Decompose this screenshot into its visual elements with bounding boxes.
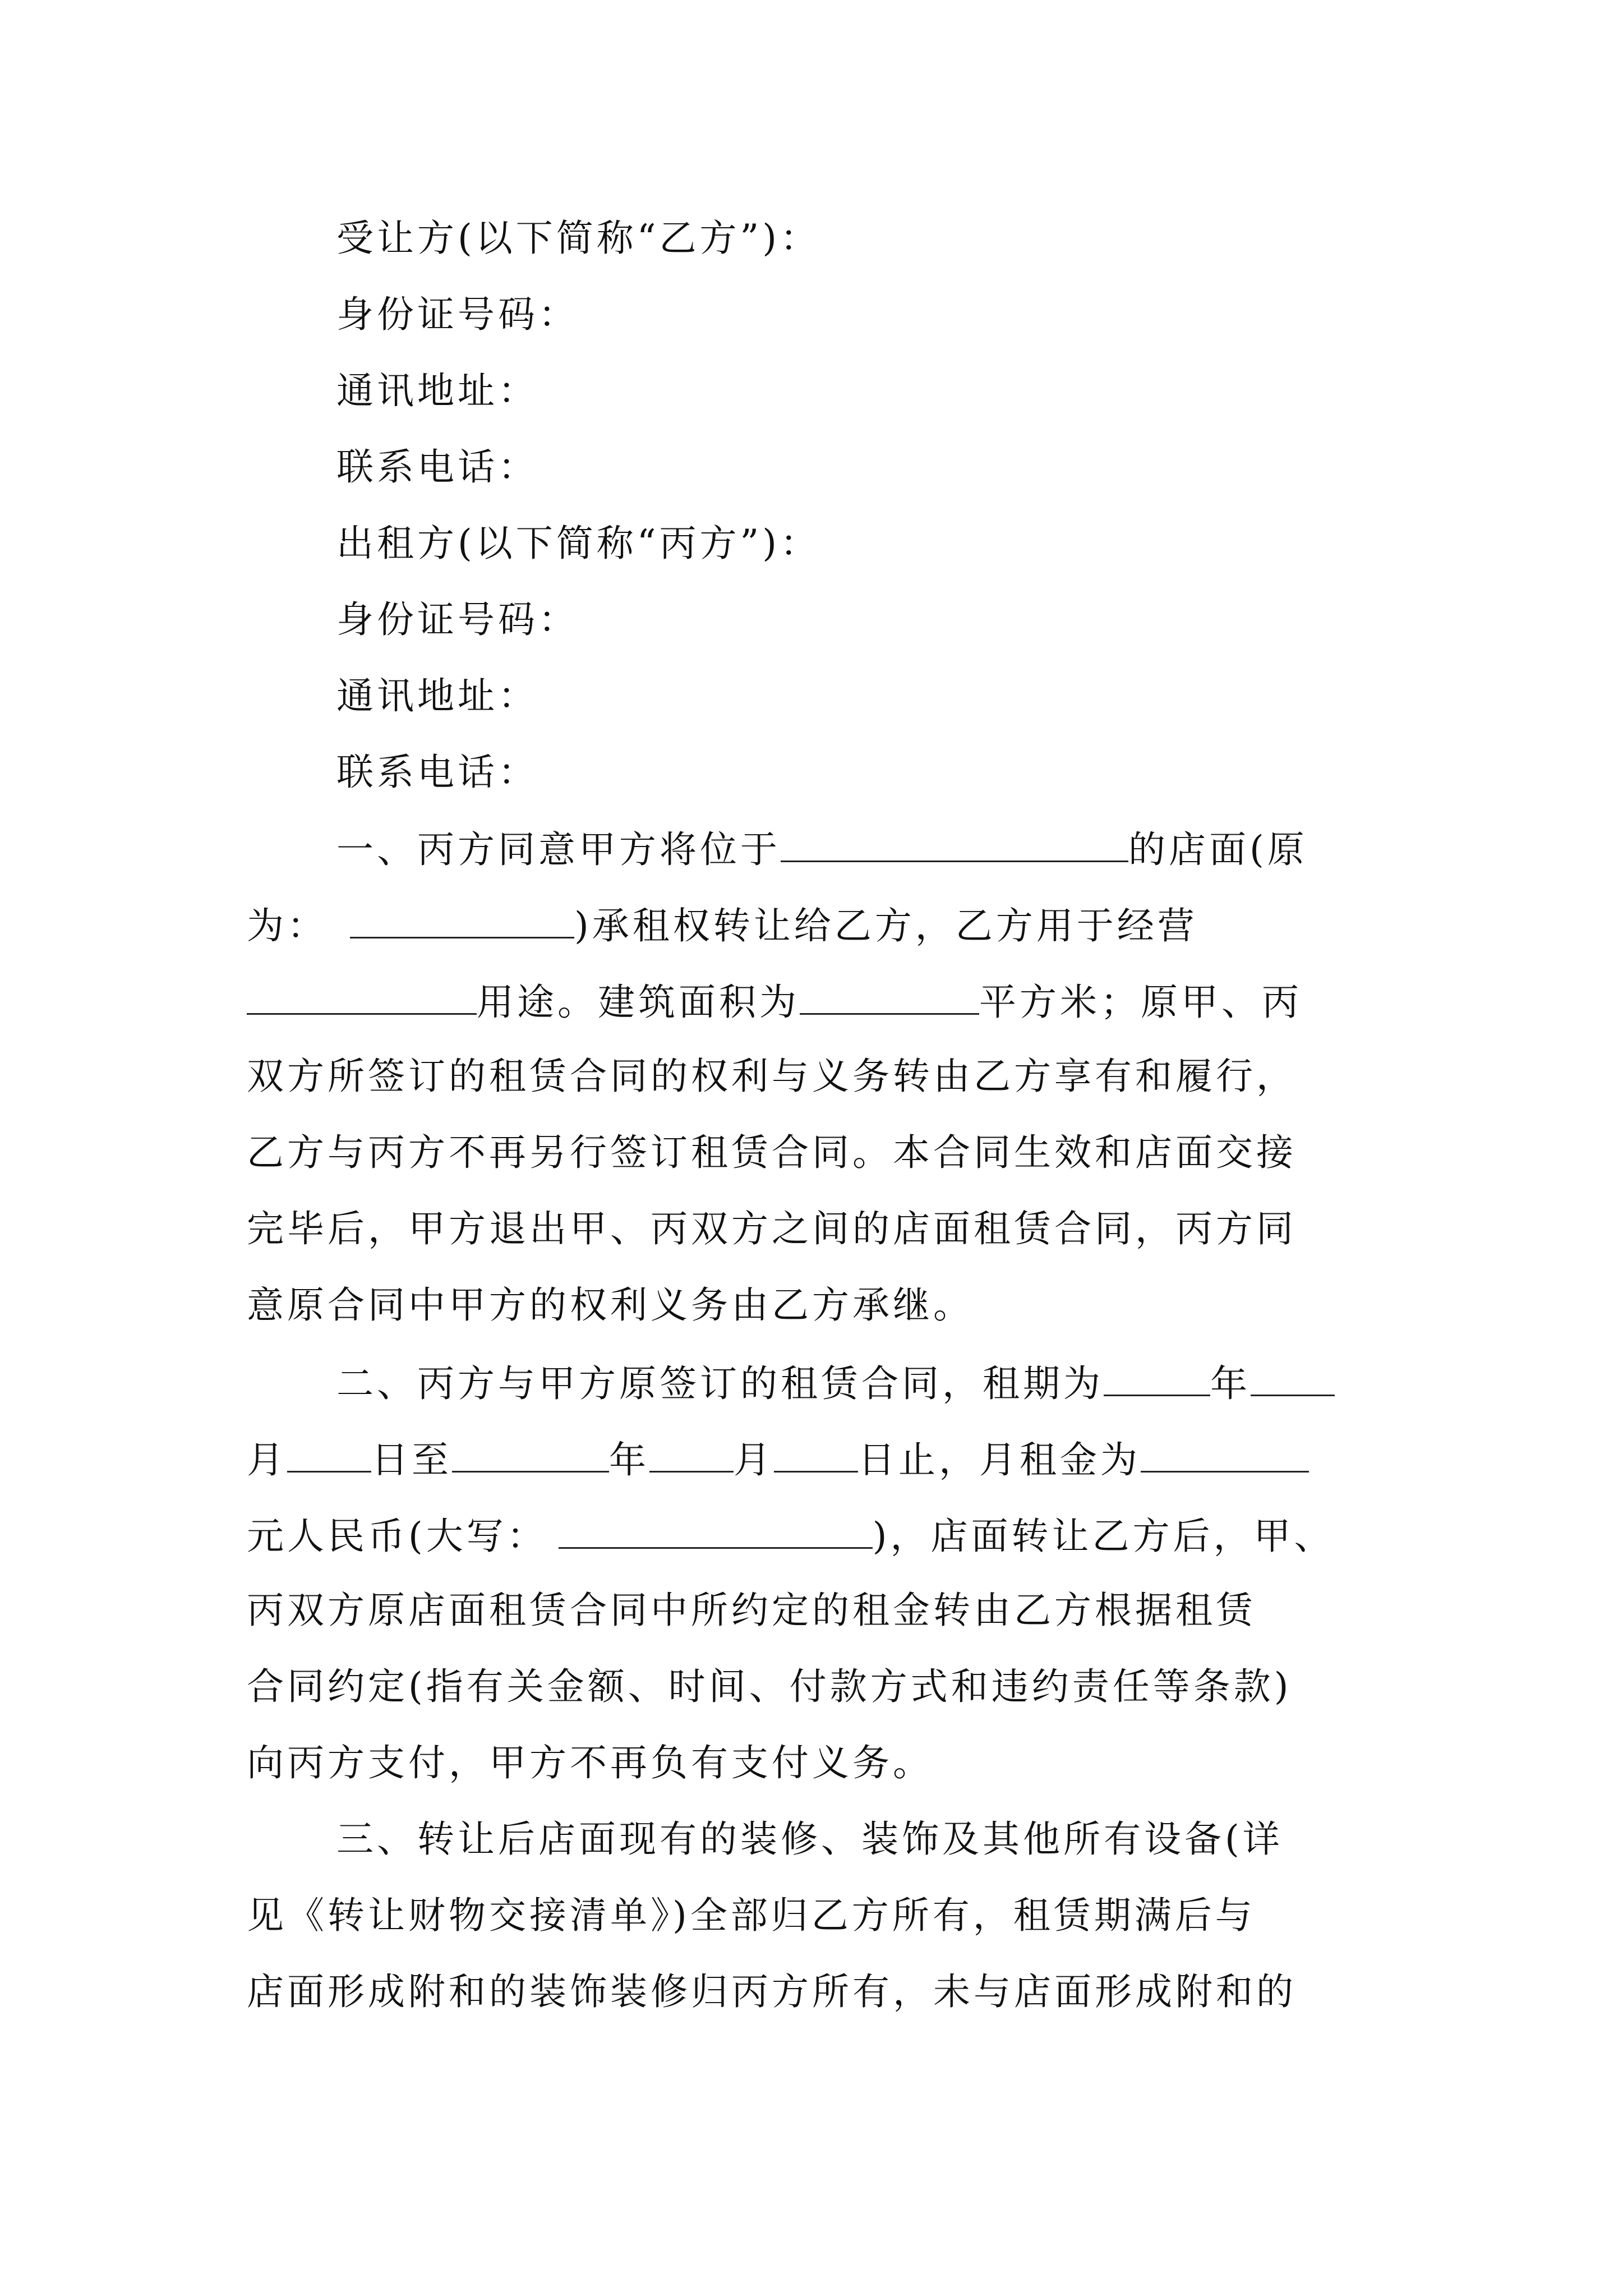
clause2-text: 月 (734, 1438, 774, 1481)
clause1-line1 (247, 828, 1385, 871)
clause1-line3 (247, 981, 1385, 1024)
lessor-address-label: 通讯地址： (336, 674, 538, 717)
transferee-phone-label: 联系电话： (336, 445, 538, 489)
rent-in-words-blank (559, 1516, 873, 1549)
clause1-text: 的店面(原 (1128, 828, 1308, 871)
lessor-phone-label: 联系电话： (336, 751, 538, 794)
clause3-text: 三、转让后店面现有的装修、装饰及其他所有设备(详 (336, 1818, 1283, 1861)
clause3-line3: 店面形成附和的装饰装修归丙方所有，未与店面形成附和的 (247, 1970, 1297, 2013)
clause2-line5: 合同约定(指有关金额、时间、付款方式和违约责任等条款) (247, 1665, 1292, 1708)
clause2-text: 月 (247, 1438, 287, 1481)
clause2-line1 (247, 1362, 1385, 1405)
transferee-address-label: 通讯地址： (336, 369, 538, 412)
clause2-text: 年 (609, 1438, 649, 1481)
end-year-blank (452, 1439, 609, 1473)
clause2-text: 日至 (371, 1438, 452, 1481)
business-use-blank (247, 982, 477, 1015)
clause2-text: 二、丙方与甲方原签订的租赁合同，租期为 (336, 1362, 1104, 1405)
monthly-rent-blank (1141, 1439, 1309, 1473)
clause1-line7: 意原合同中甲方的权利义务由乙方承继。 (247, 1283, 974, 1327)
transferee-id-label: 身份证号码： (336, 293, 579, 336)
clause1-line4: 双方所签订的租赁合同的权利与义务转由乙方享有和履行， (247, 1055, 1297, 1098)
end-month-blank (649, 1439, 734, 1473)
clause2-line3 (247, 1515, 1385, 1558)
clause2-text: )，店面转让乙方后，甲、 (872, 1515, 1335, 1558)
clause3-line1 (247, 1818, 1385, 1861)
transferee-label: 受让方(以下简称“乙方”)： (336, 217, 820, 260)
clause2-line6: 向丙方支付，甲方不再负有支付义务。 (247, 1741, 933, 1784)
clause1-line6: 完毕后，甲方退出甲、丙双方之间的店面租赁合同，丙方同 (247, 1207, 1297, 1250)
clause2-line4: 丙双方原店面租赁合同中所约定的租金转由乙方根据租赁 (247, 1589, 1256, 1632)
lease-years-blank (1104, 1363, 1210, 1396)
lessor-label: 出租方(以下简称“丙方”)： (336, 522, 820, 565)
clause1-text: 为： (247, 904, 328, 947)
clause1-text: 平方米；原甲、丙 (979, 981, 1302, 1024)
original-use-blank (350, 905, 574, 938)
clause1-text: 一、丙方同意甲方将位于 (336, 828, 781, 871)
clause1-line5: 乙方与丙方不再另行签订租赁合同。本合同生效和店面交接 (247, 1131, 1297, 1174)
clause3-line2: 见《转让财物交接清单》)全部归乙方所有，租赁期满后与 (247, 1894, 1256, 1937)
clause1-text: 用途。建筑面积为 (477, 981, 800, 1024)
clause2-text: 日止，月租金为 (858, 1438, 1141, 1481)
clause2-text: 年 (1210, 1362, 1251, 1405)
lessor-id-label: 身份证号码： (336, 598, 579, 641)
clause2-line2 (247, 1439, 1385, 1479)
area-blank (800, 982, 979, 1015)
start-month-blank (1251, 1363, 1335, 1396)
clause1-text: )承租权转让给乙方，乙方用于经营 (574, 904, 1198, 947)
end-day-blank (774, 1439, 858, 1473)
start-day-blank (287, 1439, 371, 1473)
clause1-line2 (247, 905, 1385, 945)
clause2-text: 元人民币(大写： (247, 1515, 547, 1558)
location-blank (781, 829, 1128, 862)
